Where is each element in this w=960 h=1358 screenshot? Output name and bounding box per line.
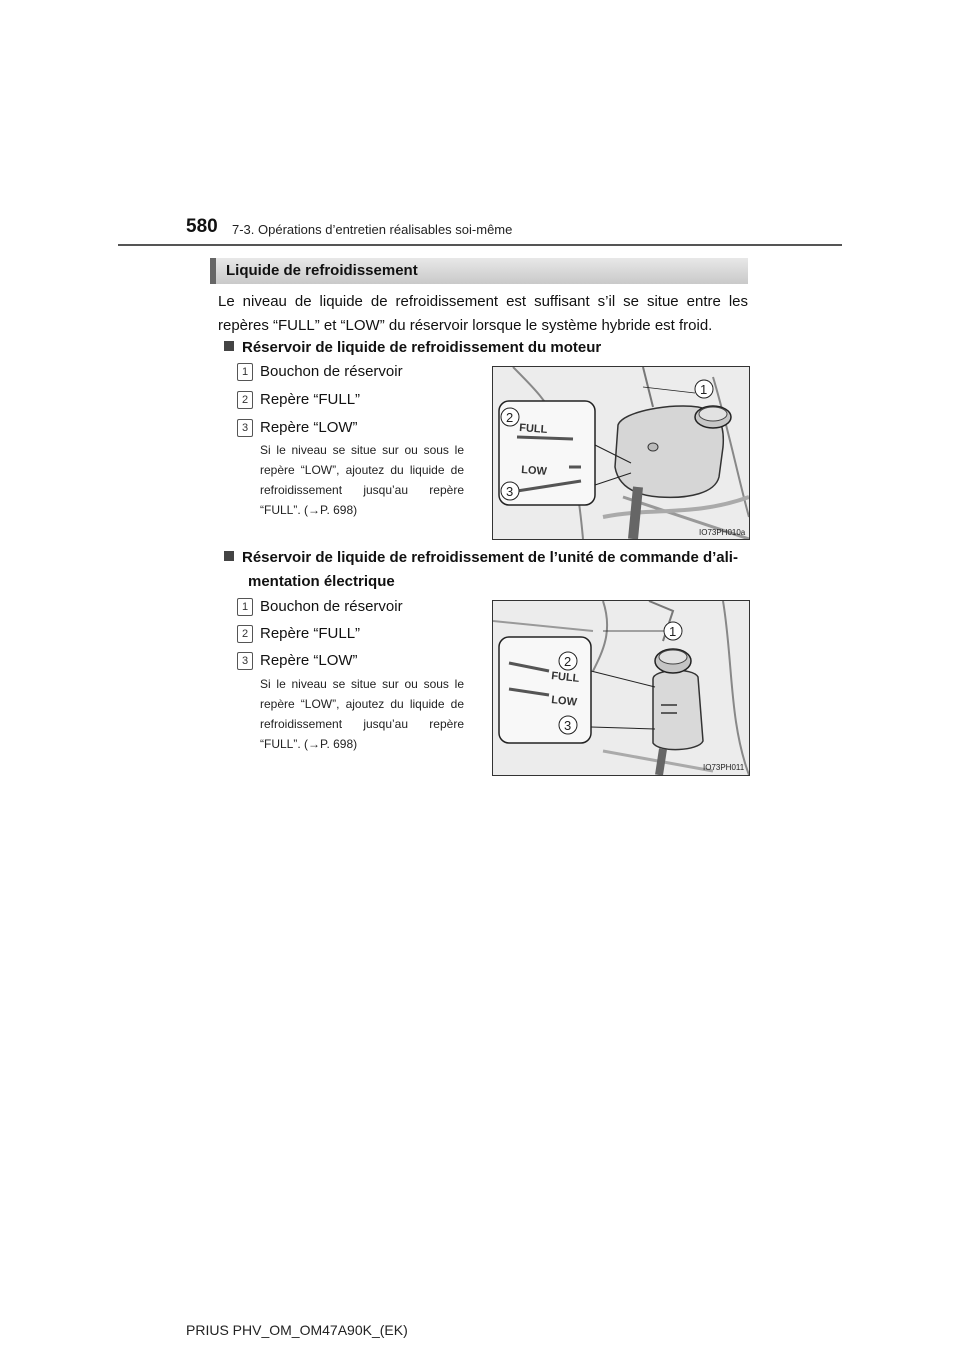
callout-3: 3 (564, 718, 572, 733)
pcu-reservoir-title-line2: mentation électrique (248, 573, 395, 590)
section-title: Liquide de refroidissement (226, 262, 418, 279)
item-label: Repère “LOW” (260, 652, 358, 669)
item-number-badge: 1 (237, 363, 253, 381)
intro-paragraph (218, 290, 748, 338)
callout-2: 2 (506, 410, 514, 425)
full-mark-label: FULL (518, 422, 548, 436)
item-number-badge: 1 (237, 598, 253, 616)
item-label: Bouchon de réservoir (260, 363, 403, 380)
item-label: Bouchon de réservoir (260, 598, 403, 615)
section-heading (210, 258, 748, 284)
figure-code: IO73PH010a (699, 528, 746, 537)
figure-code: IO73PH011 (703, 763, 745, 772)
low-mark-label: LOW (520, 464, 548, 478)
full-mark-label: FULL (550, 670, 580, 685)
pcu-reservoir-title-line1: Réservoir de liquide de refroidissement de l’unité de commande d’ali- (242, 549, 738, 566)
square-bullet-icon (224, 551, 234, 561)
callout-2: 2 (564, 654, 572, 669)
item-label: Repère “FULL” (260, 391, 361, 408)
engine-reservoir-heading (224, 336, 754, 360)
pcu-reservoir-figure (492, 600, 750, 776)
callout-1: 1 (669, 624, 677, 639)
square-bullet-icon (224, 341, 234, 351)
document-id: PRIUS PHV_OM_OM47A90K_(EK) (186, 1322, 408, 1338)
item-number-badge: 3 (237, 652, 253, 670)
low-mark-label: LOW (550, 694, 578, 709)
item-label: Repère “FULL” (260, 625, 361, 642)
refill-note: Si le niveau se situe sur ou sous le repère “LOW”, ajoutez du liquide de refroidissement jusqu’au repère “FULL”. (→P. 698) (260, 443, 464, 517)
pcu-reservoir-heading (224, 546, 754, 594)
callout-1: 1 (700, 382, 708, 397)
callout-3: 3 (506, 484, 514, 499)
intro-text: Le niveau de liquide de refroidissement est suffisant s’il se situe entre les repères “FULL” et “LOW” du réservoir lorsque le système hybride est froid. (218, 293, 748, 334)
engine-reservoir-title: Réservoir de liquide de refroidissement du moteur (242, 339, 602, 356)
header-rule (118, 244, 842, 246)
item-number-badge: 2 (237, 391, 253, 409)
item-number-badge: 3 (237, 419, 253, 437)
chapter-title: 7-3. Opérations d’entretien réalisables soi-même (232, 222, 513, 237)
item-label: Repère “LOW” (260, 419, 358, 436)
item-number-badge: 2 (237, 625, 253, 643)
engine-reservoir-figure (492, 366, 750, 540)
refill-note: Si le niveau se situe sur ou sous le repère “LOW”, ajoutez du liquide de refroidissement jusqu’au repère “FULL”. (→P. 698) (260, 677, 464, 751)
page-number: 580 (186, 216, 218, 237)
